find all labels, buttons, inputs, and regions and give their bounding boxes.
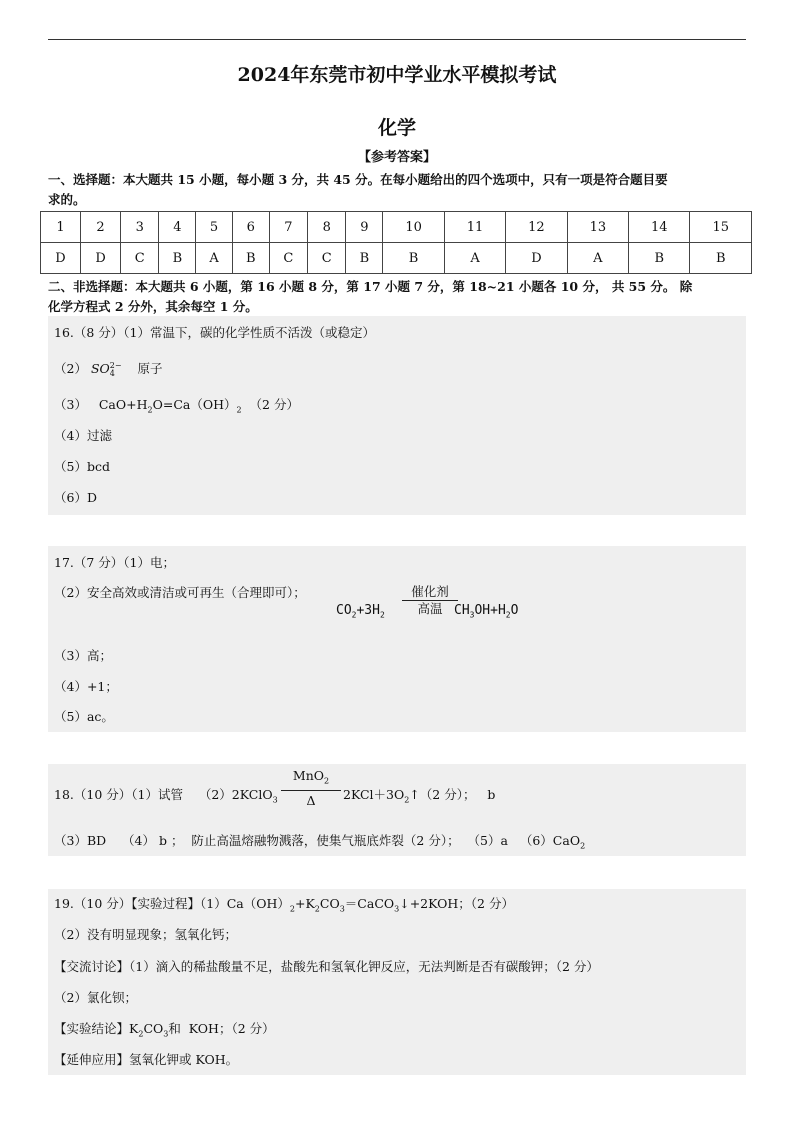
q17-reaction-condition: 催化剂 高温 bbox=[402, 584, 458, 617]
question-number-cell: 11 bbox=[444, 212, 505, 243]
answer-choice-cell: B bbox=[629, 243, 690, 274]
section2-heading: 二、非选择题：本大题共 6 小题，第 16 小题 8 分，第 17 小题 7 分，第 18~21 小题各 10 分， 共 55 分。 除 化学方程式 2 分外，其余每空 1 分。 bbox=[48, 279, 693, 314]
q17-line3: （3）高； bbox=[54, 648, 112, 663]
q17-line5: （5）ac。 bbox=[54, 709, 114, 724]
answer-choice-cell: D bbox=[81, 243, 121, 274]
subject-title: 化学 bbox=[377, 117, 416, 139]
question-number-cell: 7 bbox=[269, 212, 307, 243]
answer-table bbox=[40, 211, 752, 274]
question-number-cell: 10 bbox=[383, 212, 444, 243]
q19-line2: （2）没有明显现象；氢氧化钙； bbox=[54, 927, 237, 942]
answer-choice-cell: B bbox=[690, 243, 752, 274]
answer-number-row bbox=[41, 212, 752, 243]
question-number-cell: 2 bbox=[81, 212, 121, 243]
question-number-cell: 14 bbox=[629, 212, 690, 243]
q19-line5: 【实验结论】$K_2CO_3$和 KOH；（2 分） bbox=[54, 1021, 275, 1039]
question-number-cell: 12 bbox=[506, 212, 567, 243]
q16-line4: （4）过滤 bbox=[54, 428, 112, 443]
q19-line3: 【交流讨论】（1）滴入的稀盐酸量不足，盐酸先和氢氧化钾反应，无法判断是否有碳酸钾；（2 分） bbox=[54, 959, 599, 974]
answer-choice-cell: B bbox=[346, 243, 383, 274]
q17-line4: （4）+1； bbox=[54, 679, 118, 694]
question-number-cell: 15 bbox=[690, 212, 752, 243]
q17-answer-block bbox=[48, 546, 746, 732]
answer-choice-cell: B bbox=[383, 243, 444, 274]
answer-choice-cell: D bbox=[506, 243, 567, 274]
answer-choice-cell: C bbox=[308, 243, 346, 274]
q16-line6: （6）D bbox=[54, 490, 97, 505]
q17-equation-left: $CO_2+3H_2$ bbox=[336, 603, 385, 620]
q19-line4: （2）氯化钡； bbox=[54, 990, 137, 1005]
answer-choice-cell: C bbox=[121, 243, 159, 274]
q18-line1-post: $2KCl+3O_2↑(2$ 分）； b bbox=[343, 787, 496, 805]
q19-answer-block bbox=[48, 889, 746, 1075]
answer-choice-cell: C bbox=[269, 243, 307, 274]
question-number-cell: 13 bbox=[567, 212, 628, 243]
answer-choice-cell: A bbox=[567, 243, 628, 274]
answer-choice-cell: A bbox=[196, 243, 232, 274]
answer-choice-cell: D bbox=[41, 243, 81, 274]
q16-answer-block bbox=[48, 316, 746, 515]
reference-answer-label: 【参考答案】 bbox=[357, 150, 436, 165]
q19-line1: 19.（10 分）【实验过程】$(1)Ca(OH)_2+K_2CO_3=CaCO_3↓+2KOH$；（2 分） bbox=[54, 896, 514, 914]
answer-choice-row bbox=[41, 243, 752, 274]
question-number-cell: 9 bbox=[346, 212, 383, 243]
answer-choice-cell: B bbox=[232, 243, 269, 274]
q18-line1-pre: 18.（10 分）（1）试管 （2）2KClO$_3$ bbox=[54, 787, 278, 805]
q16-line2: （2） SO 2− 4 原子 bbox=[54, 360, 163, 378]
question-number-cell: 8 bbox=[308, 212, 346, 243]
exam-title: 2024年东莞市初中学业水平模拟考试 bbox=[237, 64, 557, 86]
q16-line3: （3） $CaO+H_2O=Ca(OH)_2$ （2 分） bbox=[54, 397, 299, 415]
answer-choice-cell: B bbox=[159, 243, 196, 274]
question-number-cell: 3 bbox=[121, 212, 159, 243]
question-number-cell: 5 bbox=[196, 212, 232, 243]
q19-line6: 【延伸应用】氢氧化钾或 KOH。 bbox=[54, 1052, 239, 1067]
q17-line2: （2）安全高效或清洁或可再生（合理即可）； bbox=[54, 585, 306, 600]
q17-equation-right: $CH_3OH+H_2O$ bbox=[454, 603, 519, 620]
top-rule bbox=[48, 39, 746, 40]
q18-reaction-condition: MnO$_2$ Δ bbox=[281, 768, 341, 809]
question-number-cell: 4 bbox=[159, 212, 196, 243]
q18-answer-block bbox=[48, 764, 746, 856]
q17-line1: 17.（7 分）（1）电； bbox=[54, 555, 176, 570]
answer-choice-cell: A bbox=[444, 243, 505, 274]
section1-heading: 一、选择题：本大题共 15 小题，每小题 3 分，共 45 分。在每小题给出的四个选项中，只有一项是符合题目要 求的。 bbox=[48, 172, 668, 207]
question-number-cell: 1 bbox=[41, 212, 81, 243]
question-number-cell: 6 bbox=[232, 212, 269, 243]
q16-line1: 16.（8 分）（1）常温下，碳的化学性质不活泼（或稳定） bbox=[54, 325, 376, 340]
q16-line5: （5）bcd bbox=[54, 459, 110, 474]
q18-line2: （3）BD （4） b ； 防止高温熔融物溅落，使集气瓶底炸裂（2 分）； （5）a （6）CaO$_2$ bbox=[54, 833, 586, 851]
